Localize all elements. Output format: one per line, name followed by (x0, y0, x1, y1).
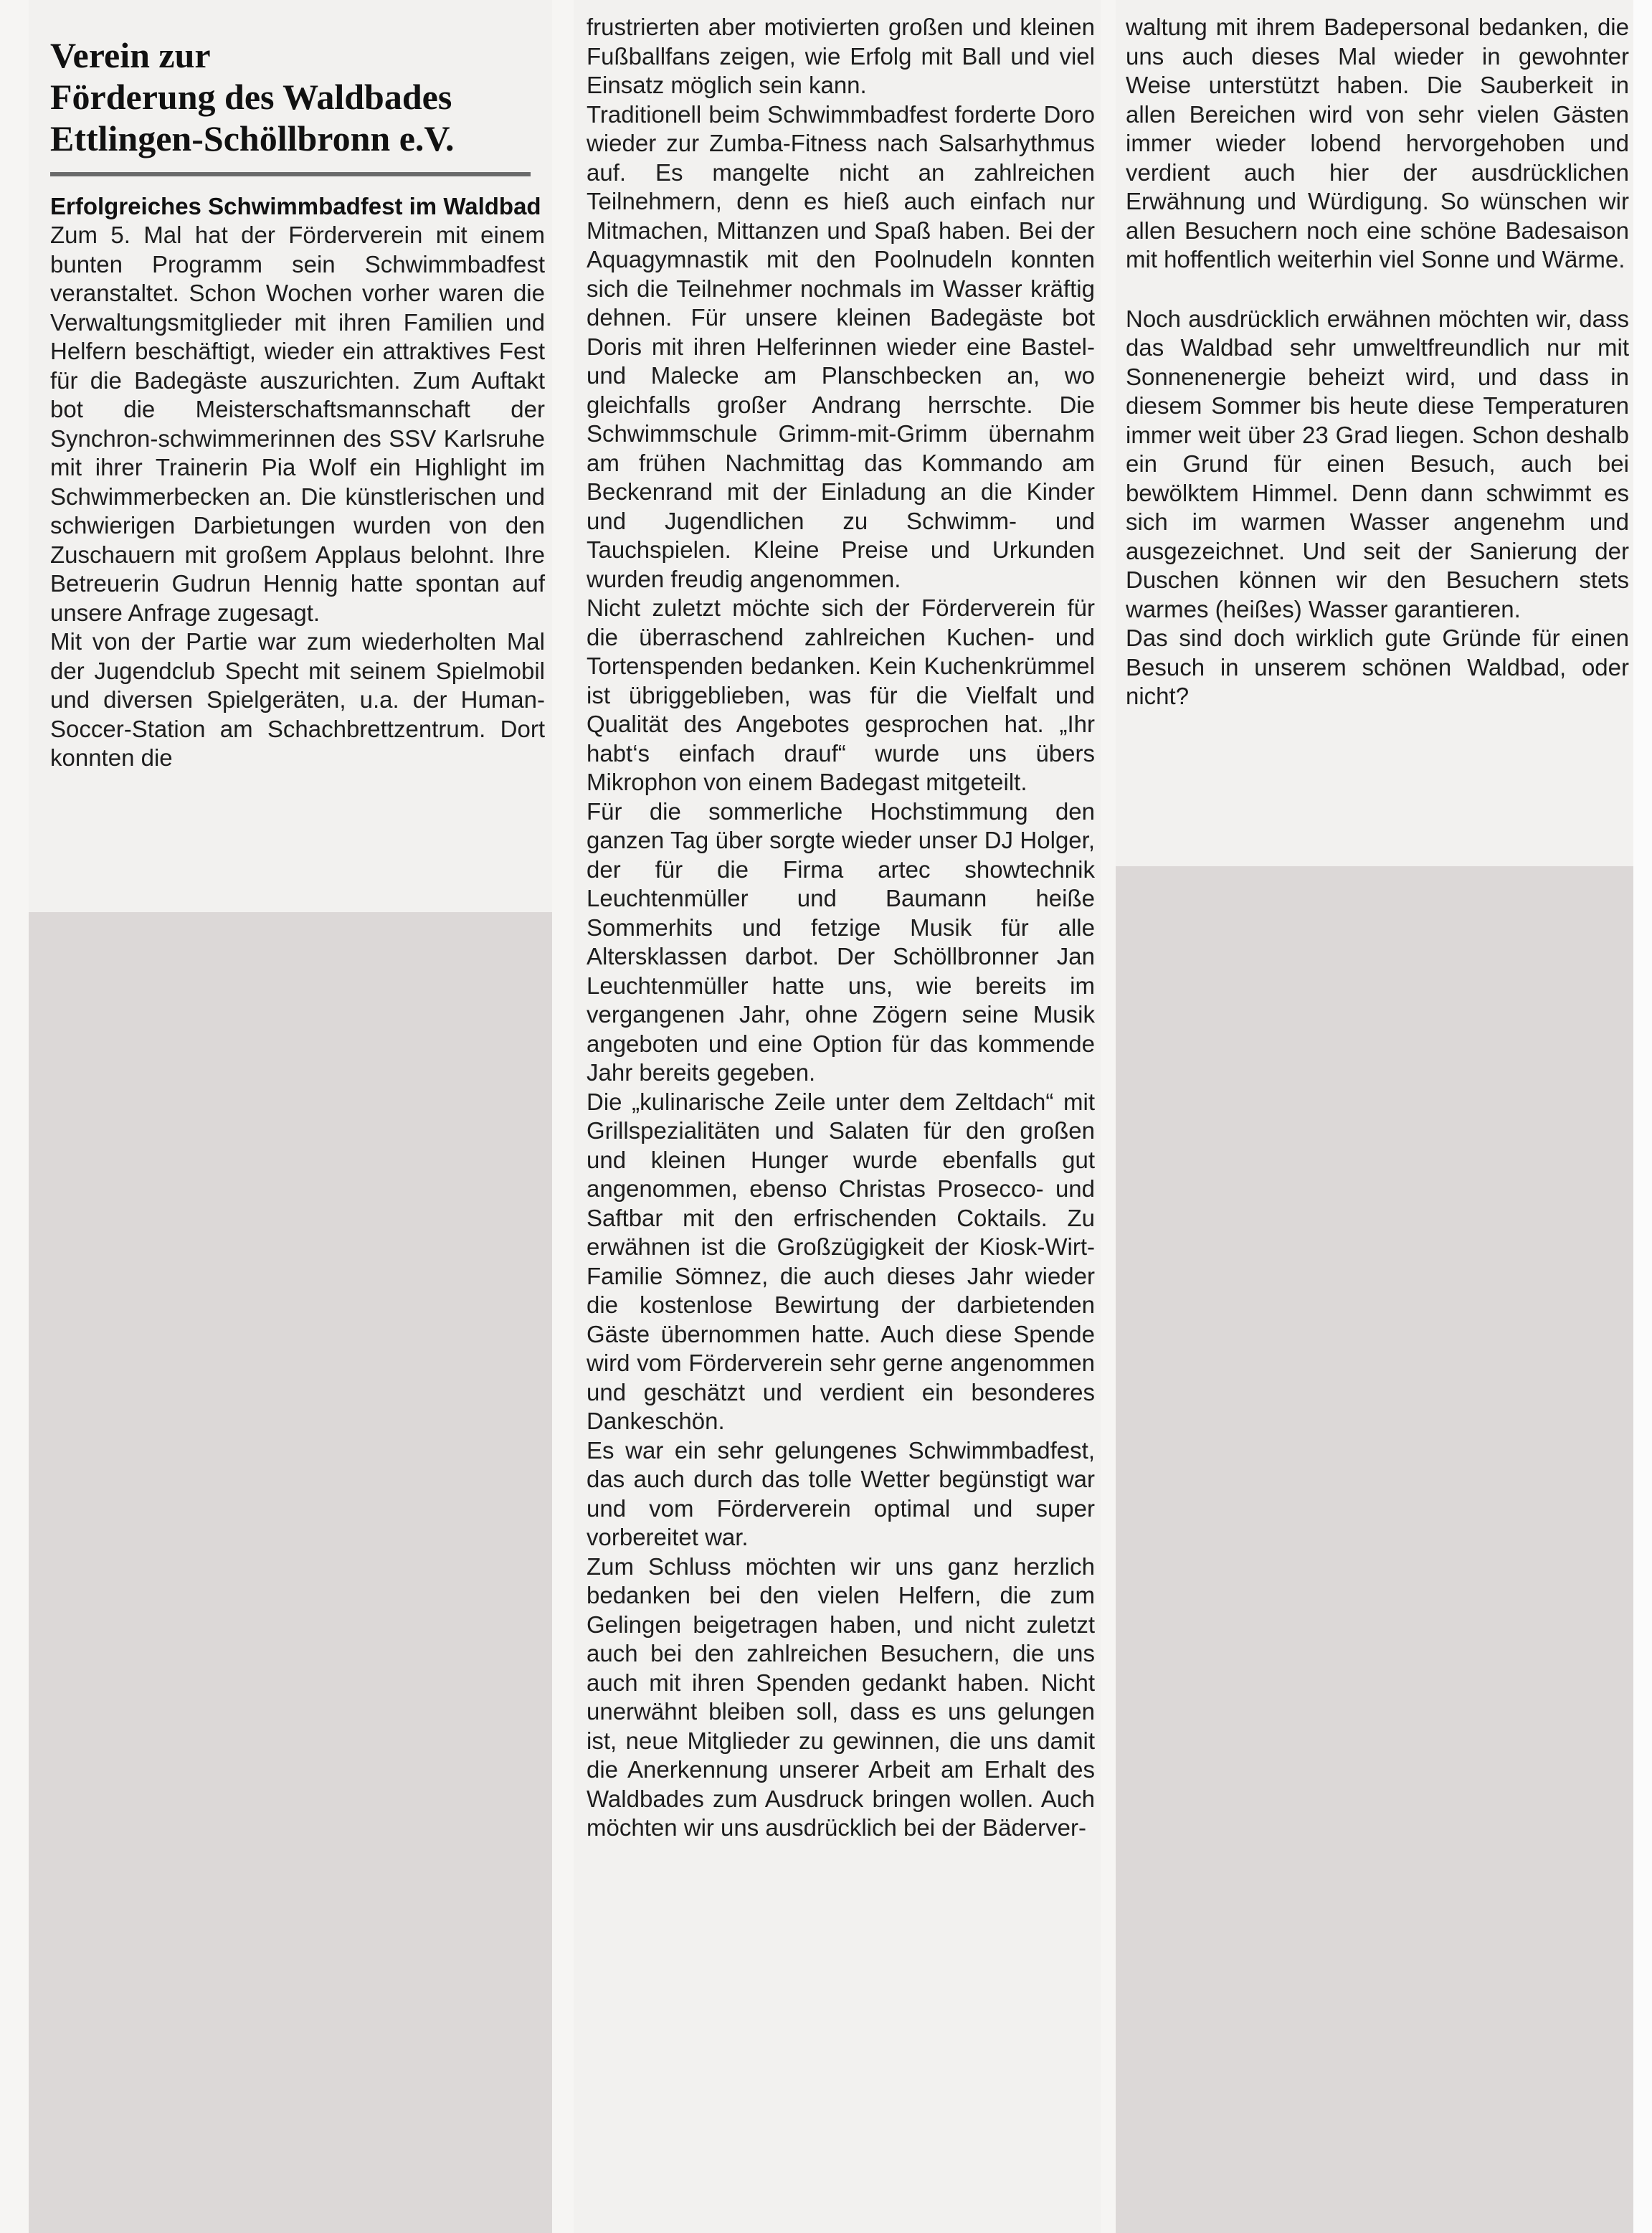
paragraph-gap (1126, 275, 1629, 305)
gray-block-right (1116, 866, 1633, 2233)
column-3 (1116, 0, 1633, 866)
title-rule (50, 172, 531, 176)
paragraph-col2-5: Die „kulinarische Zeile unter dem Zeltdach“ mit Grillspezialitäten und Salaten für den großen und kleinen Hunger wurde ebenfalls gut angenommen, ebenso Christas Prosecco- und Saftbar mit den erfrischenden Coktails. Zu erwähnen ist die Großzügigkeit der Kiosk-Wirt-Familie Sömnez, die auch dieses Jahr wieder die kostenlose Bewirtung der darbietenden Gäste übernommen hatte. Auch diese Spende wird vom Förderverein sehr gerne angenommen und geschätzt und verdient ein besonderes Dankeschön. (587, 1088, 1095, 1434)
right-margin (1633, 0, 1652, 2233)
org-title-line-3: Ettlingen-Schöllbronn e.V. (50, 118, 455, 158)
paragraph-col2-7: Zum Schluss möchten wir uns ganz herzlich bedanken bei den vielen Helfern, die zum Gelingen beigetragen haben, und nicht zuletzt auch bei den zahlreichen Besuchern, die uns auch mit ihren Spenden gedankt haben. Nicht unerwähnt bleiben soll, dass es uns gelungen ist, neue Mitglieder zu gewinnen, die uns damit die Anerkennung unserer Arbeit am Erhalt des Waldbades zum Ausdruck bringen wollen. Auch möchten wir uns ausdrücklich bei der Bäderver- (587, 1552, 1095, 1841)
paragraph-col2-6: Es war ein sehr gelungenes Schwimmbadfest, das auch durch das tolle Wetter begünstigt war und vom Förderverein optimal und super vorbereitet war. (587, 1436, 1095, 1550)
paragraph-col2-2: Traditionell beim Schwimmbadfest forderte Doro wieder zur Zumba-Fitness nach Salsarhythmus auf. Es mangelte nicht an zahlreichen Teilnehmern, denn es hieß auch einfach nur Mitmachen, Mittanzen und Spaß haben. Bei der Aquagymnastik mit den Poolnudeln konnten sich die Teilnehmer nochmals im Wasser kräftig dehnen. Für unsere kleinen Badegäste bot Doris mit ihren Helferinnen wieder eine Bastel- und Malecke am Planschbecken an, wo gleichfalls großer Andrang herrschte. Die Schwimmschule Grimm-mit-Grimm übernahm am frühen Nachmittag das Kommando am Beckenrand mit der Einladung an die Kinder und Jugendlichen zu Schwimm- und Tauchspielen. Kleine Preise und Urkunden wurden freudig angenommen. (587, 100, 1095, 592)
paragraph-col2-4: Für die sommerliche Hochstimmung den ganzen Tag über sorgte wieder unser DJ Holger, der für die Firma artec showtechnik Leuchtenmüller und Baumann heiße Sommerhits und fetzige Musik für alle Altersklassen darbot. Der Schöllbronner Jan Leuchtenmüller hatte uns, wie bereits im vergangenen Jahr, ohne Zögern seine Musik angeboten und eine Option für das kommende Jahr bereits gegeben. (587, 797, 1095, 1086)
paragraph-col3-3: Das sind doch wirklich gute Gründe für einen Besuch in unserem schönen Waldbad, oder nicht? (1126, 625, 1629, 709)
column-1 (29, 0, 552, 912)
paragraph-col1-1: Zum 5. Mal hat der Förderverein mit einem bunten Programm sein Schwimmbadfest veranstaltet. Schon Wochen vorher waren die Verwaltungsmitglieder mit ihren Familien und Helfern beschäftigt, wieder ein attraktives Fest für die Badegäste auszurichten. Zum Auftakt bot die Meisterschaftsmannschaft der Synchron-schwimmerinnen des SSV Karlsruhe mit ihrer Trainerin Pia Wolf ein Highlight im Schwimmerbecken an. Die künstlerischen und schwierigen Darbietungen wurden von den Zuschauern mit großem Applaus belohnt. Ihre Betreuerin Gudrun Hennig hatte spontan auf unsere Anfrage zugesagt. (50, 222, 545, 626)
paragraph-col2-1: frustrierten aber motivierten großen und kleinen Fußballfans zeigen, wie Erfolg mit Ball und viel Einsatz möglich sein kann. (587, 14, 1095, 98)
gray-block-left (29, 912, 552, 2233)
column-2 (574, 0, 1101, 2233)
paragraph-col3-1: waltung mit ihrem Badepersonal bedanken, die uns auch dieses Mal wieder in gewohnter Weise unterstützt haben. Die Sauberkeit in allen Bereichen wird von sehr vielen Gästen immer wieder lobend hervorgehoben und verdient auch hier der ausdrücklichen Erwähnung und Würdigung. So wünschen wir allen Besuchern noch eine schöne Badesaison mit hoffentlich weiterhin viel Sonne und Wärme. (1126, 14, 1629, 272)
org-title-line-1: Verein zur (50, 35, 211, 75)
org-title-line-2: Förderung des Waldbades (50, 77, 452, 117)
paragraph-col1-2: Mit von der Partie war zum wiederholten Mal der Jugendclub Specht mit seinem Spielmobil und diversen Spielgeräten, u.a. der Human-Soccer-Station am Schachbrettzentrum. Dort konnten die (50, 628, 545, 771)
article-headline: Erfolgreiches Schwimmbadfest im Waldbad (50, 193, 541, 219)
paragraph-col2-3: Nicht zuletzt möchte sich der Förderverein für die überraschend zahlreichen Kuchen- und Tortenspenden bedanken. Kein Kuchenkrümmel ist übriggeblieben, was für die Vielfalt und Qualität des Angebotes gesprochen hat. „Ihr habt‘s einfach drauf“ wurde uns übers Mikrophon von einem Badegast mitgeteilt. (587, 594, 1095, 795)
paragraph-col3-2: Noch ausdrücklich erwähnen möchten wir, dass das Waldbad sehr umweltfreundlich nur mit Sonnenenergie beheizt wird, und dass in diesem Sommer bis heute diese Temperaturen immer weit über 23 Grad liegen. Schon deshalb ein Grund für einen Besuch, auch bei bewölktem Himmel. Denn dann schwimmt es sich im warmen Wasser angenehm und ausgezeichnet. Und seit der Sanierung der Duschen können wir den Besuchern stets warmes (heißes) Wasser garantieren. (1126, 305, 1629, 622)
org-title (50, 34, 545, 159)
